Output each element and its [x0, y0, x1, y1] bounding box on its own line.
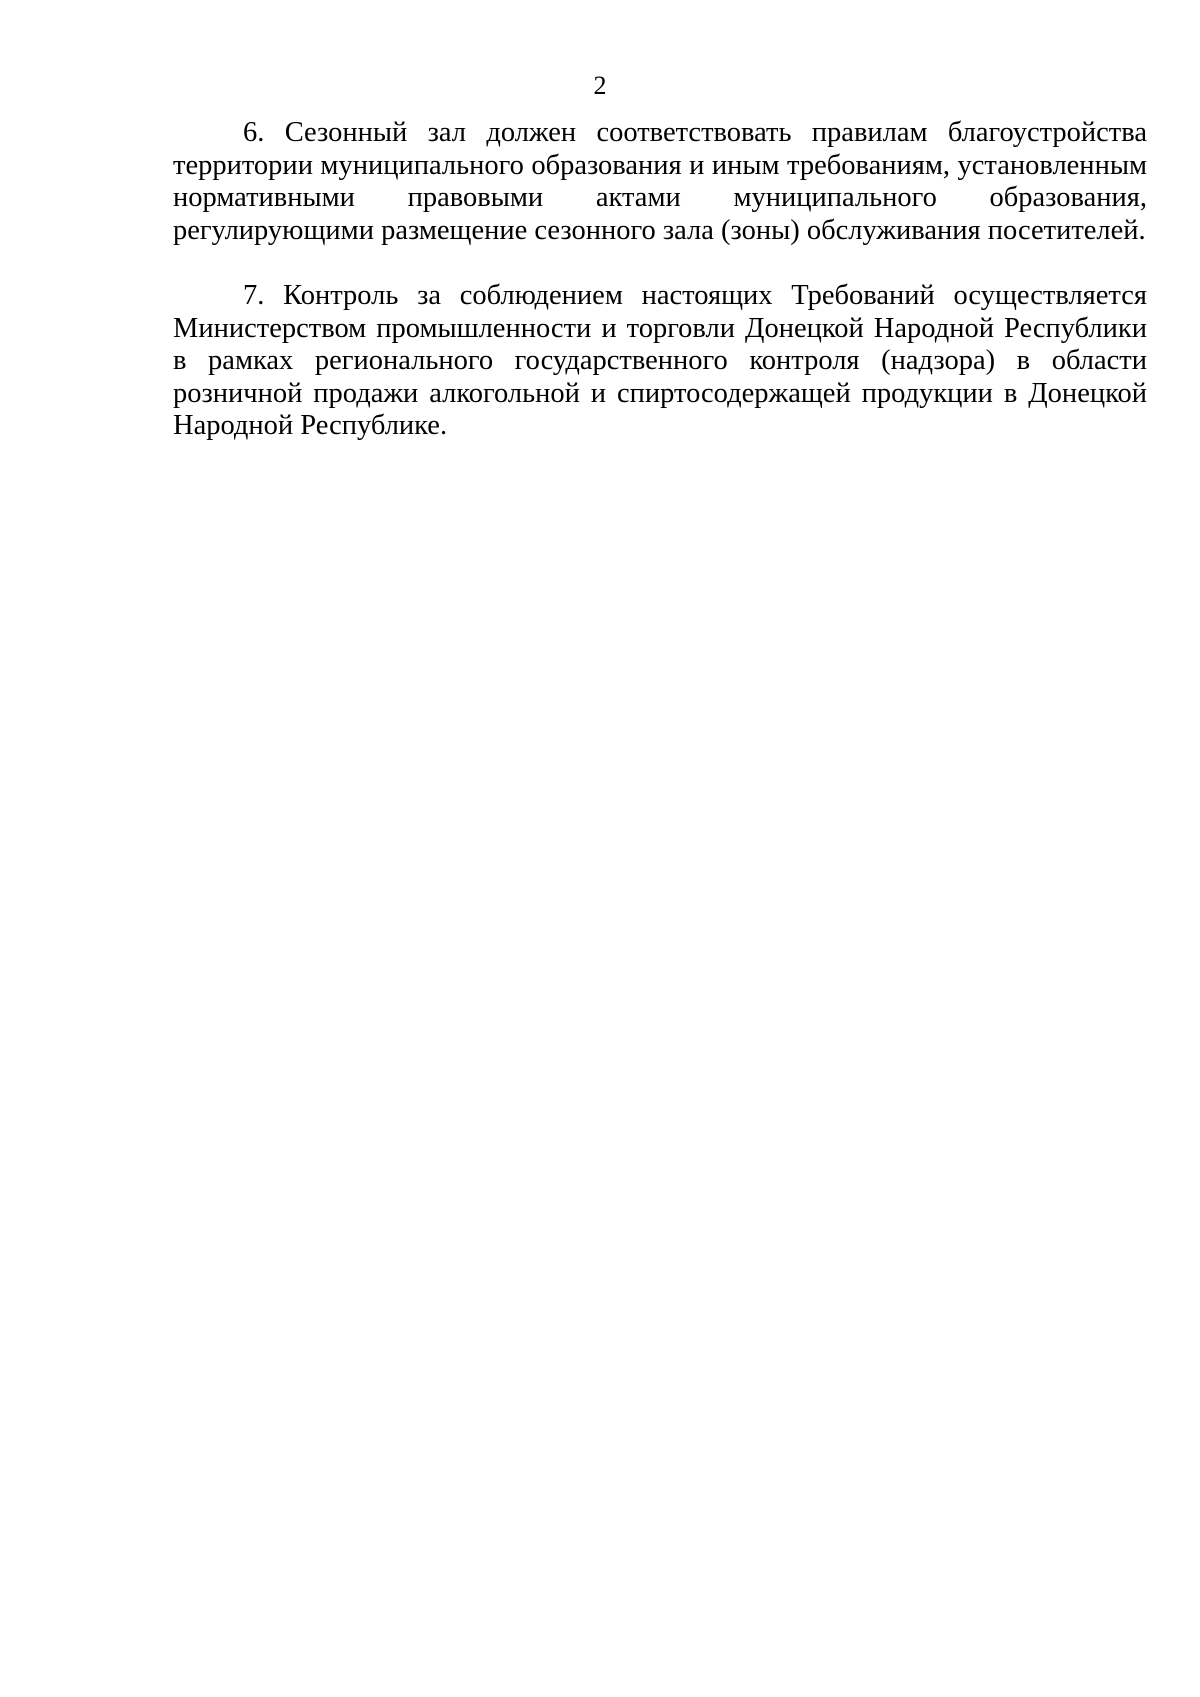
- paragraph-line: регулирующими размещение сезонного зала (зоны) обслуживания посетителей.: [173, 214, 1146, 246]
- paragraph-line: 7. Контроль за соблюдением настоящих Требований осуществляется: [243, 280, 1147, 311]
- paragraph-line: в рамках регионального государственного контроля (надзора) в области: [173, 345, 1147, 376]
- paragraph-line: розничной продажи алкогольной и спиртосодержащей продукции в Донецкой: [173, 377, 1147, 409]
- paragraph-line: Министерством промышленности и торговли Донецкой Народной Республики: [173, 312, 1147, 344]
- paragraph-spacer: [173, 247, 1147, 280]
- paragraph-line: Народной Республике.: [173, 410, 448, 441]
- paragraph-line: 6. Сезонный зал должен соответствовать правилам благоустройства: [243, 117, 1147, 148]
- document-body: [173, 117, 1147, 443]
- paragraph-6: [173, 117, 1147, 247]
- paragraph-7: [173, 280, 1147, 443]
- paragraph-line: нормативными правовыми актами муниципального образования,: [173, 182, 1147, 213]
- paragraph-line: территории муниципального образования и иным требованиям, установленным: [173, 149, 1147, 181]
- page-number: 2: [593, 71, 607, 100]
